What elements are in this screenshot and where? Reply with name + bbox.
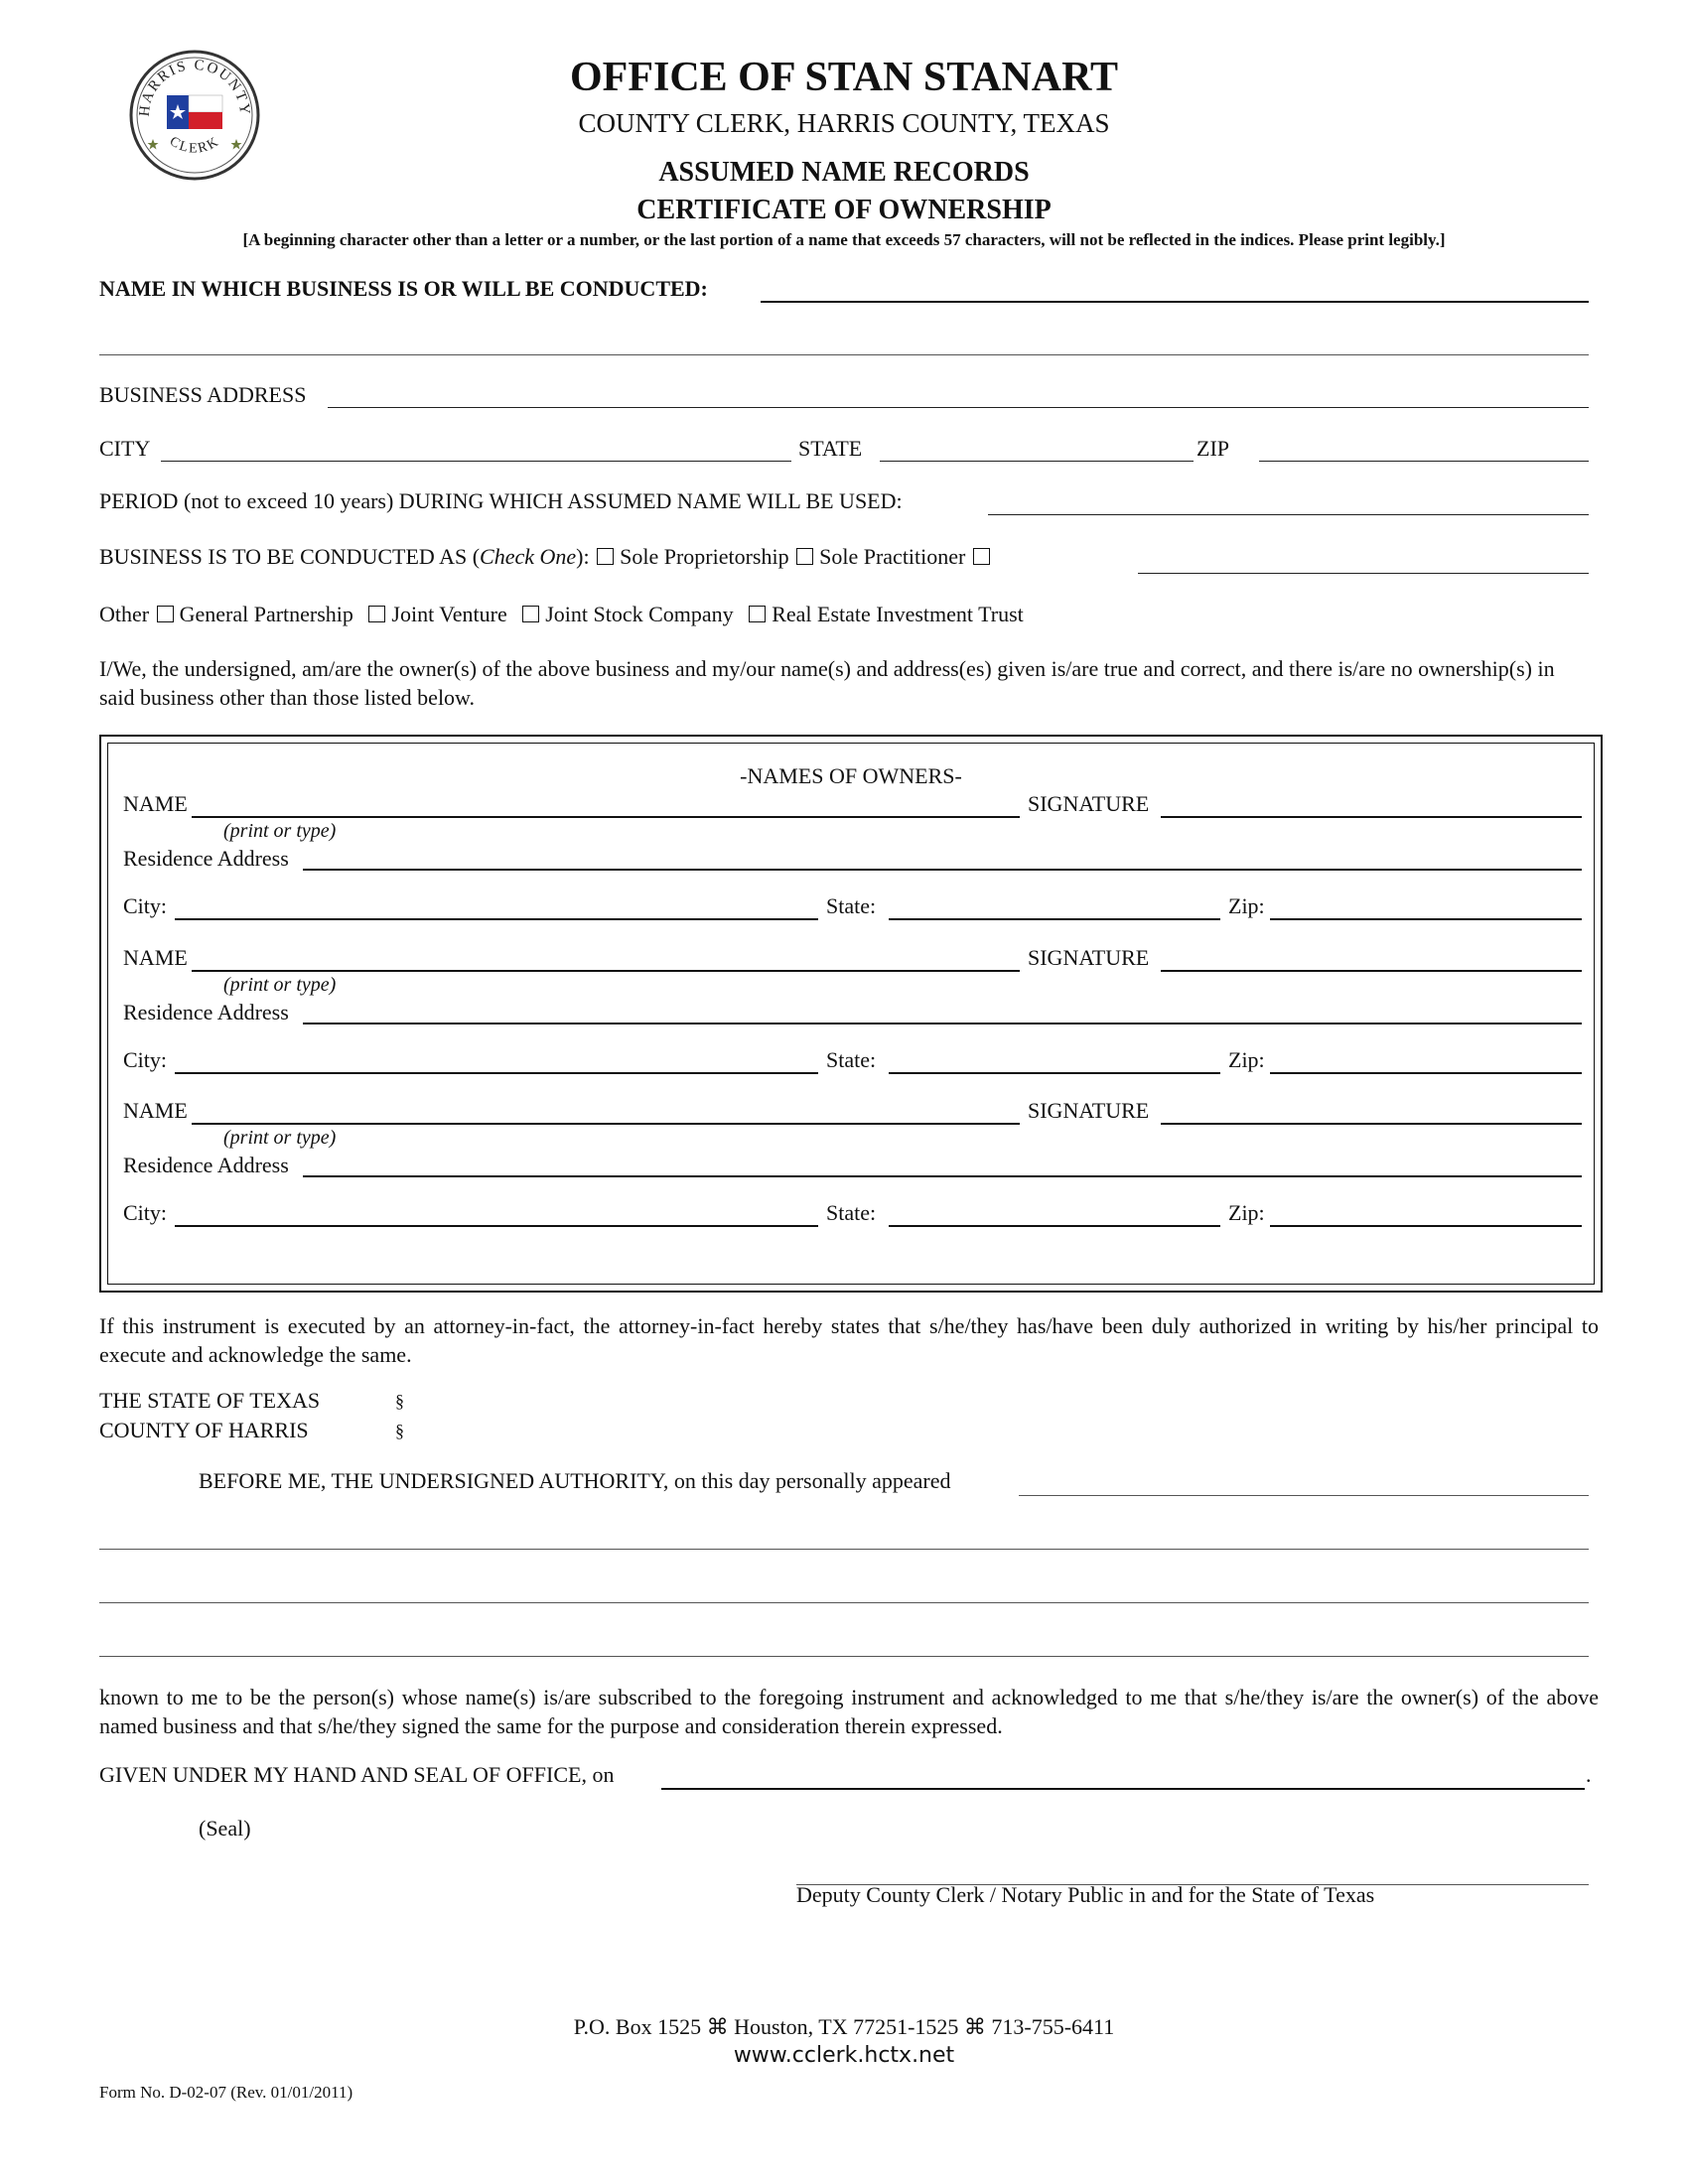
owner-3-name-field[interactable] bbox=[192, 1123, 1020, 1125]
joint-venture-label: Joint Venture bbox=[391, 602, 507, 626]
owner-3-zip-label: Zip: bbox=[1228, 1200, 1265, 1225]
owner-1-residence-field[interactable] bbox=[303, 869, 1582, 871]
other-specify-field[interactable] bbox=[1138, 573, 1589, 574]
owner-2-signature-label: SIGNATURE bbox=[1028, 945, 1150, 970]
owner-3-state-field[interactable] bbox=[889, 1225, 1220, 1227]
business-zip-field[interactable] bbox=[1259, 461, 1589, 462]
ownership-statement: I/We, the undersigned, am/are the owner(s) of the above business and my/our name(s) and address(es) given is/are true and correct, and there is/are no ownership(s) in said business other than those listed below. bbox=[99, 656, 1555, 710]
appeared-name-field[interactable] bbox=[1019, 1495, 1589, 1496]
joint-stock-company-label: Joint Stock Company bbox=[545, 602, 734, 626]
appeared-name-field-line-2[interactable] bbox=[99, 1549, 1589, 1550]
owners-heading: -NAMES OF OWNERS- bbox=[740, 763, 962, 788]
clerk-signature-caption: Deputy County Clerk / Notary Public in and for the State of Texas bbox=[796, 1882, 1375, 1907]
sole-proprietorship-label: Sole Proprietorship bbox=[620, 544, 789, 569]
footer-website[interactable]: www.cclerk.hctx.net bbox=[733, 2043, 955, 2068]
period-label: PERIOD (not to exceed 10 years) DURING WHICH ASSUMED NAME WILL BE USED: bbox=[99, 488, 903, 513]
conducted-as-label: BUSINESS IS TO BE CONDUCTED AS ( bbox=[99, 544, 481, 569]
owner-1-zip-field[interactable] bbox=[1270, 918, 1582, 920]
owner-2-residence-label: Residence Address bbox=[123, 1000, 289, 1024]
other-checkbox[interactable] bbox=[973, 548, 990, 565]
business-name-field[interactable] bbox=[761, 301, 1589, 303]
seal-top-text: HARRIS COUNTY bbox=[136, 57, 253, 117]
owner-2-zip-label: Zip: bbox=[1228, 1047, 1265, 1072]
venue-county: COUNTY OF HARRIS bbox=[99, 1418, 309, 1442]
owner-1-city-label: City: bbox=[123, 893, 168, 918]
owner-2-state-label: State: bbox=[826, 1047, 877, 1072]
other-label: Other bbox=[99, 602, 150, 626]
business-types-row bbox=[99, 602, 1024, 627]
conducted-as-close: ): bbox=[576, 544, 590, 569]
owner-1-name-field[interactable] bbox=[192, 816, 1020, 818]
conducted-as-row bbox=[99, 544, 996, 570]
owner-1-state-field[interactable] bbox=[889, 918, 1220, 920]
owner-2-city-field[interactable] bbox=[175, 1072, 818, 1074]
owners-box bbox=[99, 735, 1603, 1293]
known-statement: known to me to be the person(s) whose name(s) is/are subscribed to the foregoing instrument and acknowledged to me that s/he/they is/are the owner(s) of the above named business and that s/he/they signed the same for the purpose and consideration therein expressed. bbox=[99, 1685, 1599, 1738]
reit-label: Real Estate Investment Trust bbox=[772, 602, 1024, 626]
document-title-line-1: ASSUMED NAME RECORDS bbox=[658, 157, 1030, 188]
general-partnership-checkbox[interactable] bbox=[157, 606, 174, 622]
owner-1-zip-label: Zip: bbox=[1228, 893, 1265, 918]
given-date-period: . bbox=[1586, 1762, 1592, 1787]
owner-3-name-label: NAME bbox=[123, 1098, 188, 1123]
owner-2-residence-field[interactable] bbox=[303, 1023, 1582, 1024]
owner-1-signature-field[interactable] bbox=[1161, 816, 1582, 818]
section-mark-state: § bbox=[395, 1391, 404, 1411]
owner-3-signature-field[interactable] bbox=[1161, 1123, 1582, 1125]
business-address-label: BUSINESS ADDRESS bbox=[99, 382, 307, 407]
owner-1-residence-label: Residence Address bbox=[123, 846, 289, 871]
business-city-label: CITY bbox=[99, 436, 151, 461]
owner-3-residence-field[interactable] bbox=[303, 1175, 1582, 1177]
owner-3-zip-field[interactable] bbox=[1270, 1225, 1582, 1227]
owner-2-state-field[interactable] bbox=[889, 1072, 1220, 1074]
owner-2-name-field[interactable] bbox=[192, 970, 1020, 972]
owner-1-city-field[interactable] bbox=[175, 918, 818, 920]
office-title: OFFICE OF STAN STANART bbox=[570, 55, 1118, 100]
owner-1-print-hint: (print or type) bbox=[223, 820, 337, 842]
reit-checkbox[interactable] bbox=[749, 606, 766, 622]
owner-3-state-label: State: bbox=[826, 1200, 877, 1225]
sole-proprietorship-checkbox[interactable] bbox=[597, 548, 614, 565]
section-mark-county: § bbox=[395, 1421, 404, 1440]
business-address-field[interactable] bbox=[328, 407, 1589, 408]
footer-address: P.O. Box 1525 ⌘ Houston, TX 77251-1525 ⌘ 713-755-6411 bbox=[573, 2014, 1115, 2039]
given-under-text: GIVEN UNDER MY HAND AND SEAL OF OFFICE, on bbox=[99, 1762, 615, 1787]
check-one-hint: Check One bbox=[480, 544, 577, 569]
owner-3-city-label: City: bbox=[123, 1200, 168, 1225]
owners-box-inner bbox=[107, 743, 1595, 1285]
before-me-text: BEFORE ME, THE UNDERSIGNED AUTHORITY, on this day personally appeared bbox=[199, 1468, 951, 1493]
owner-1-state-label: State: bbox=[826, 893, 877, 918]
sole-practitioner-checkbox[interactable] bbox=[796, 548, 813, 565]
business-state-label: STATE bbox=[798, 436, 863, 461]
form-number: Form No. D-02-07 (Rev. 01/01/2011) bbox=[99, 2083, 353, 2102]
business-name-label: NAME IN WHICH BUSINESS IS OR WILL BE CONDUCTED: bbox=[99, 276, 708, 301]
seal-label: (Seal) bbox=[199, 1816, 251, 1841]
owner-3-residence-label: Residence Address bbox=[123, 1153, 289, 1177]
owner-1-name-label: NAME bbox=[123, 791, 188, 816]
clerk-subtitle: COUNTY CLERK, HARRIS COUNTY, TEXAS bbox=[578, 108, 1110, 138]
owner-2-zip-field[interactable] bbox=[1270, 1072, 1582, 1074]
owner-2-signature-field[interactable] bbox=[1161, 970, 1582, 972]
business-city-field[interactable] bbox=[161, 461, 791, 462]
business-name-field-line-2[interactable] bbox=[99, 354, 1589, 355]
sole-practitioner-label: Sole Practitioner bbox=[819, 544, 966, 569]
owner-2-print-hint: (print or type) bbox=[223, 974, 337, 996]
document-title-line-2: CERTIFICATE OF OWNERSHIP bbox=[636, 195, 1052, 225]
joint-stock-company-checkbox[interactable] bbox=[522, 606, 539, 622]
venue-state: THE STATE OF TEXAS bbox=[99, 1388, 321, 1413]
appeared-name-field-line-3[interactable] bbox=[99, 1602, 1589, 1603]
owner-2-name-label: NAME bbox=[123, 945, 188, 970]
given-date-field[interactable] bbox=[661, 1788, 1585, 1790]
indexing-note: [A beginning character other than a letter or a number, or the last portion of a name that exceeds 57 characters, will not be reflected in the indices. Please print legibly.] bbox=[242, 230, 1446, 249]
business-state-field[interactable] bbox=[880, 461, 1194, 462]
owner-3-city-field[interactable] bbox=[175, 1225, 818, 1227]
general-partnership-label: General Partnership bbox=[179, 602, 353, 626]
owner-3-signature-label: SIGNATURE bbox=[1028, 1098, 1150, 1123]
seal-bottom-text: CLERK bbox=[166, 134, 223, 157]
joint-venture-checkbox[interactable] bbox=[368, 606, 385, 622]
owner-1-signature-label: SIGNATURE bbox=[1028, 791, 1150, 816]
period-field[interactable] bbox=[988, 514, 1589, 515]
appeared-name-field-line-4[interactable] bbox=[99, 1656, 1589, 1657]
attorney-statement: If this instrument is executed by an attorney-in-fact, the attorney-in-fact hereby states that s/he/they has/have been duly authorized in writing by his/her principal to execute and acknowledge the same. bbox=[99, 1313, 1599, 1367]
owner-2-city-label: City: bbox=[123, 1047, 168, 1072]
owner-3-print-hint: (print or type) bbox=[223, 1127, 337, 1149]
business-zip-label: ZIP bbox=[1196, 436, 1229, 461]
